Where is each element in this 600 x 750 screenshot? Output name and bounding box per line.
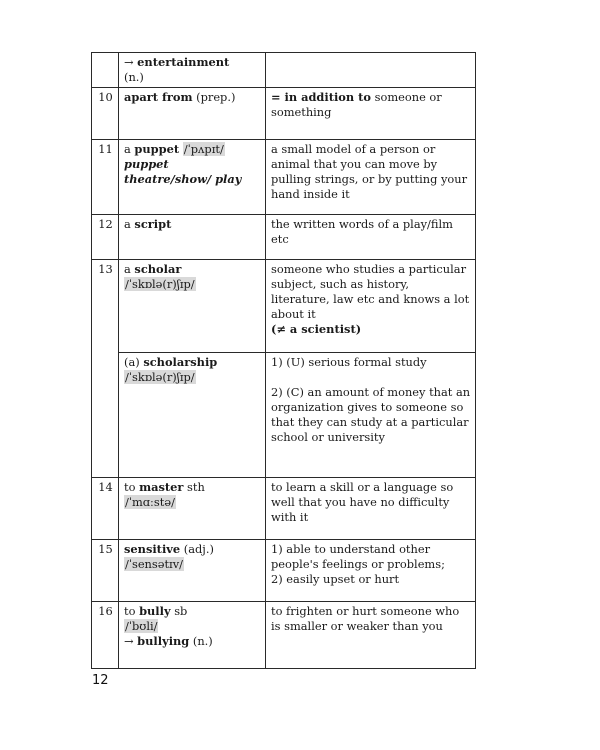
term-word: apart from [124, 90, 193, 104]
page-number: 12 [92, 673, 109, 688]
article: a [124, 142, 135, 156]
definition-cell [266, 88, 476, 140]
article: a [124, 262, 135, 276]
prefix: to [124, 604, 140, 618]
term-word: scholarship [143, 355, 218, 369]
definition-sense-1: 1) able to understand other people's feelings or problems; [271, 542, 445, 571]
row-number: 13 [92, 260, 119, 478]
part-of-speech: (n.) [189, 634, 213, 648]
definition-cell: the written words of a play/film etc [266, 215, 476, 260]
term-cell [119, 53, 266, 88]
term-word: bully [139, 604, 171, 618]
definition-cell: to learn a skill or a language so well that you have no difficulty with it [266, 478, 476, 540]
part-of-speech: (adj.) [180, 542, 214, 556]
contrast-word: scientist [301, 322, 356, 336]
term-cell [119, 478, 266, 540]
article: (a) [124, 355, 144, 369]
term-variant: theatre/show/ play [124, 172, 242, 186]
suffix: sth [183, 480, 205, 494]
term-word: sensitive [124, 542, 181, 556]
term-cell [119, 215, 266, 260]
definition-text: someone or something [271, 90, 442, 119]
vocabulary-table [91, 52, 476, 669]
part-of-speech: (prep.) [192, 90, 236, 104]
definition-text: someone who studies a particular subject, such as history, literature, law etc and knows a lot about it [271, 262, 470, 321]
article: a [124, 217, 135, 231]
term-cell [119, 140, 266, 215]
row-number: 11 [92, 140, 119, 215]
contrast-prefix: (≠ a [271, 322, 302, 336]
suffix: sb [170, 604, 188, 618]
arrow: → [124, 634, 138, 648]
row-number: 15 [92, 540, 119, 602]
term-variant: puppet [124, 157, 169, 171]
row-number: 14 [92, 478, 119, 540]
pronunciation: /ˈsensətɪv/ [125, 557, 183, 571]
table-row [92, 602, 476, 669]
table-row [92, 215, 476, 260]
table-row [92, 140, 476, 215]
pronunciation: /ˈpʌpɪt/ [183, 142, 224, 156]
definition-sense-2: 2) easily upset or hurt [271, 572, 400, 586]
contrast-suffix: ) [355, 322, 362, 336]
pronunciation: /ˈmɑːstə/ [125, 495, 175, 509]
term-word: entertainment [137, 55, 230, 69]
term-cell [119, 540, 266, 602]
pronunciation: /ˈskɒlə(r)ʃɪp/ [125, 370, 195, 384]
definition-cell: a small model of a person or animal that you can move by pulling strings, or by putting your hand inside it [266, 140, 476, 215]
arrow: → [124, 55, 138, 69]
definition-sense-1: 1) (U) serious formal study [271, 355, 427, 369]
term-word: script [134, 217, 172, 231]
term-cell [119, 602, 266, 669]
table-row [92, 478, 476, 540]
definition-cell: to frighten or hurt someone who is smaller or weaker than you [266, 602, 476, 669]
definition-cell [266, 260, 476, 353]
term-cell [119, 260, 266, 353]
pronunciation: /ˈskɒlə(r)ʃɪp/ [125, 277, 195, 291]
term-cell [119, 353, 266, 478]
derived-word: bullying [137, 634, 190, 648]
row-number-cell [92, 53, 119, 88]
definition-sense-2: 2) (C) an amount of money that an organization gives to someone so that they can study at a particular school or university [271, 385, 471, 444]
table-row [92, 53, 476, 88]
table-row [92, 88, 476, 140]
row-number: 10 [92, 88, 119, 140]
definition-cell [266, 53, 476, 88]
row-number: 12 [92, 215, 119, 260]
table-row [92, 353, 476, 478]
part-of-speech: (n.) [124, 70, 144, 84]
term-word: puppet [134, 142, 180, 156]
table-row [92, 260, 476, 353]
prefix: to [124, 480, 140, 494]
definition-equivalent: = in addition to [271, 90, 372, 104]
definition-cell [266, 540, 476, 602]
table-row [92, 540, 476, 602]
term-word: scholar [134, 262, 182, 276]
definition-cell [266, 353, 476, 478]
term-cell [119, 88, 266, 140]
pronunciation: /ˈbʊli/ [125, 619, 158, 633]
term-word: master [139, 480, 184, 494]
row-number: 16 [92, 602, 119, 669]
